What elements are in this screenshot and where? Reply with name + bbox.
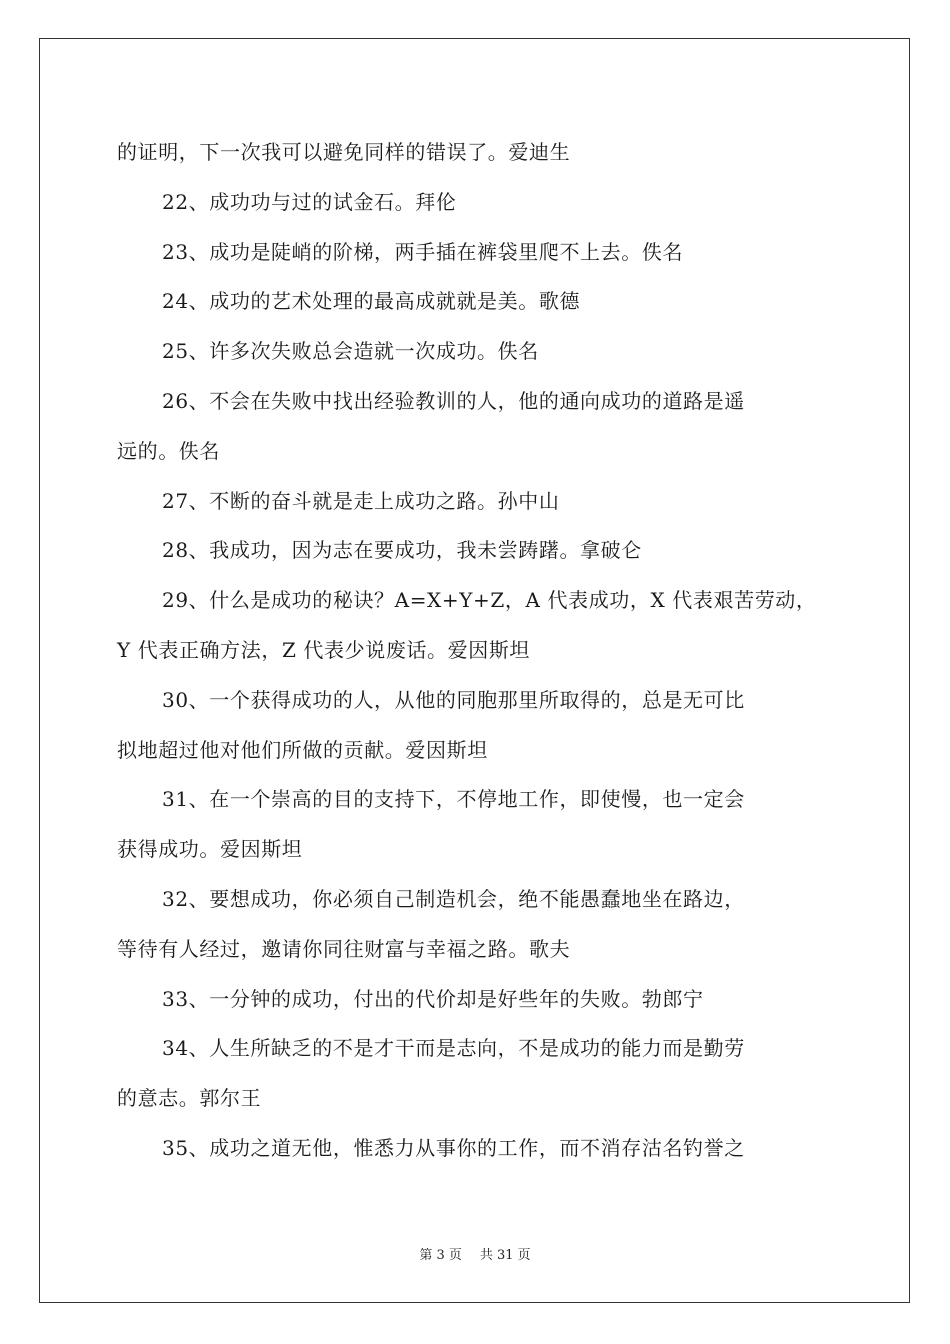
text-line: 的证明，下一次我可以避免同样的错误了。爱迪生 [117, 140, 571, 164]
text-line: 拟地超过他对他们所做的贡献。爱因斯坦 [117, 737, 488, 762]
text-line: 23、成功是陡峭的阶梯，两手插在裤袋里爬不上去。佚名 [162, 239, 684, 264]
text-line: 26、不会在失败中找出经验教训的人，他的通向成功的道路是遥 [162, 388, 745, 413]
text-line: 24、成功的艺术处理的最高成就就是美。歌德 [162, 289, 581, 314]
current-page-number: 第 3 页 [419, 1248, 462, 1263]
text-line: 远的。佚名 [117, 438, 220, 463]
text-line: 35、成功之道无他，惟悉力从事你的工作，而不消存沽名钓誉之 [162, 1135, 745, 1160]
text-line: 的意志。郭尔王 [117, 1086, 262, 1111]
document-body [117, 128, 837, 1174]
text-line: 25、许多次失败总会造就一次成功。佚名 [162, 339, 539, 364]
text-line: 30、一个获得成功的人，从他的同胞那里所取得的，总是无可比 [162, 687, 745, 712]
text-line: 28、我成功，因为志在要成功，我未尝踌躇。拿破仑 [162, 538, 642, 563]
text-line: Y 代表正确方法，Z 代表少说废话。爱因斯坦 [117, 637, 531, 662]
text-line: 31、在一个崇高的目的支持下，不停地工作，即使慢，也一定会 [162, 787, 745, 812]
text-line: 获得成功。爱因斯坦 [117, 837, 303, 862]
text-line: 27、不断的奋斗就是走上成功之路。孙中山 [162, 488, 560, 513]
page-footer [0, 1246, 950, 1266]
text-line: 等待有人经过，邀请你同往财富与幸福之路。歌夫 [117, 936, 571, 961]
text-line: 34、人生所缺乏的不是才干而是志向，不是成功的能力而是勤劳 [162, 1036, 745, 1061]
text-line: 22、成功功与过的试金石。拜伦 [162, 189, 457, 214]
total-page-count: 共 31 页 [479, 1248, 531, 1263]
text-line: 33、一分钟的成功，付出的代价却是好些年的失败。勃郎宁 [162, 986, 704, 1011]
text-line: 29、什么是成功的秘诀？A=X+Y+Z，A 代表成功，X 代表艰苦劳动， [162, 588, 817, 613]
text-line: 32、要想成功，你必须自己制造机会，绝不能愚蠢地坐在路边， [162, 886, 745, 911]
